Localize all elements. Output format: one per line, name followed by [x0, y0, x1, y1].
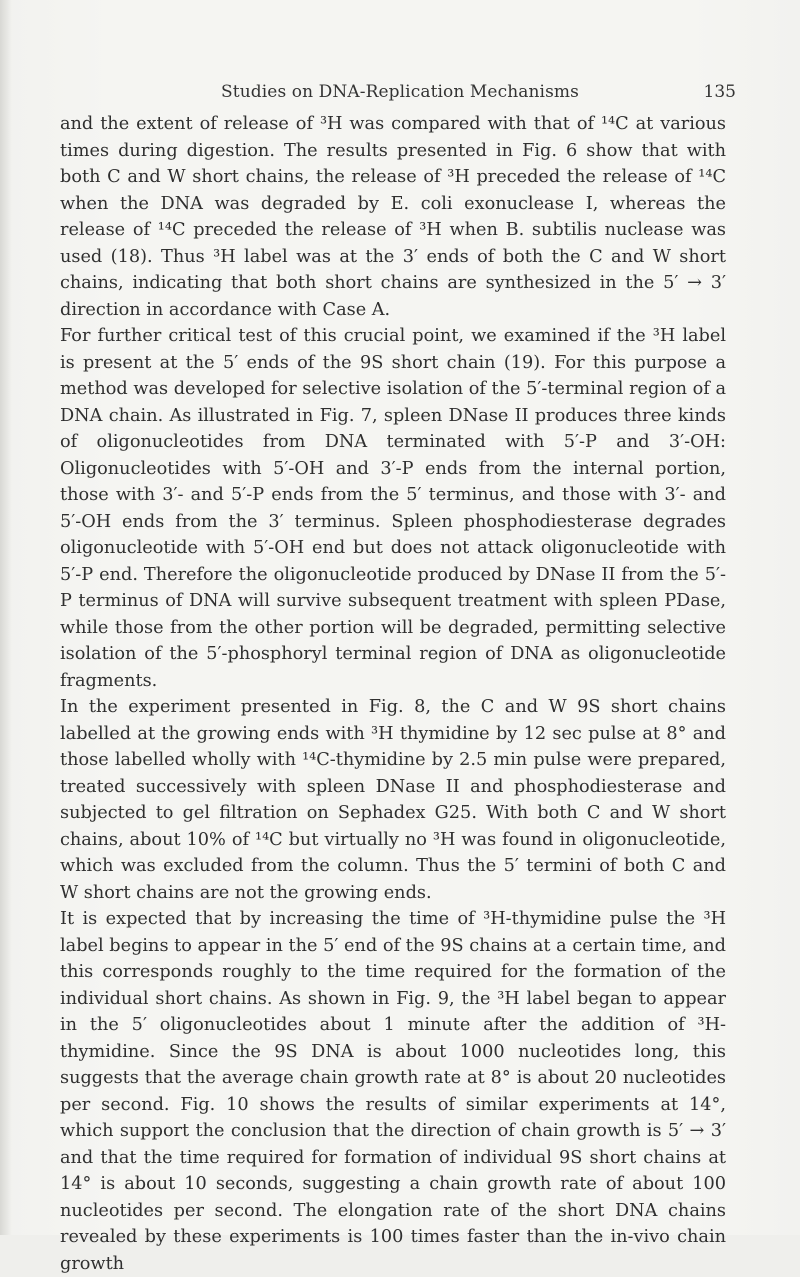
paragraph: It is expected that by increasing the time of ³H-thymidine pulse the ³H label begins to appear in the 5′ end of the 9S chains at a certain time, and this corresponds roughly to the time required for the formation of the individual short chains. As shown in Fig. 9, the ³H label began to appear in the 5′ oligonucleotides about 1 minute after the addition of ³H-thymidine. Since the 9S DNA is about 1000 nucleotides long, this suggests that the average chain growth rate at 8° is about 20 nucleotides per second. Fig. 10 shows the results of similar experiments at 14°, which support the conclusion that the direction of chain growth is 5′ → 3′ and that the time required for formation of individual 9S short chains at 14° is about 10 seconds, suggesting a chain growth rate of about 100 nucleotides per second. The elongation rate of the short DNA chains revealed by these experiments is 100 times faster than the in-vivo chain growth	[60, 909, 726, 1274]
running-title: Studies on DNA-Replication Mechanisms	[221, 82, 579, 102]
paragraph: For further critical test of this crucial point, we examined if the ³H label is present at the 5′ ends of the 9S short chain (19). For this purpose a method was developed for selective isolation of the 5′-terminal region of a DNA chain. As illustrated in Fig. 7, spleen DNase II produces three kinds of oligonucleotides from DNA terminated with 5′-P and 3′-OH: Oligonucleotides with 5′-OH and 3′-P ends from the internal portion, those with 3′- and 5′-P ends from the 5′ terminus, and those with 3′- and 5′-OH ends from the 3′ terminus. Spleen phosphodiesterase degrades oligonucleotide with 5′-OH end but does not attack oligonucleotide with 5′-P end. Therefore the oligonucleotide produced by DNase II from the 5′-P terminus of DNA will survive subsequent treatment with spleen PDase, while those from the other portion will be degraded, permitting selective isolation of the 5′-phosphoryl terminal region of DNA as oligonucleotide fragments.	[60, 326, 726, 691]
body-text	[60, 111, 726, 1277]
page-number: 135	[703, 82, 736, 102]
page-binding-shadow	[0, 0, 12, 1235]
paragraph: and the extent of release of ³H was compared with that of ¹⁴C at various times during digestion. The results presented in Fig. 6 show that with both C and W short chains, the release of ³H preceded the release of ¹⁴C when the DNA was degraded by E. coli exonuclease I, whereas the release of ¹⁴C preceded the release of ³H when B. subtilis nuclease was used (18). Thus ³H label was at the 3′ ends of both the C and W short chains, indicating that both short chains are synthesized in the 5′ → 3′ direction in accordance with Case A.	[60, 114, 726, 320]
page-header	[0, 82, 800, 108]
paragraph: In the experiment presented in Fig. 8, the C and W 9S short chains labelled at the growing ends with ³H thymidine by 12 sec pulse at 8° and those labelled wholly with ¹⁴C-thymidine by 2.5 min pulse were prepared, treated successively with spleen DNase II and phosphodiesterase and subjected to gel filtration on Sephadex G25. With both C and W short chains, about 10% of ¹⁴C but virtually no ³H was found in oligonucleotide, which was excluded from the column. Thus the 5′ termini of both C and W short chains are not the growing ends.	[60, 697, 726, 903]
